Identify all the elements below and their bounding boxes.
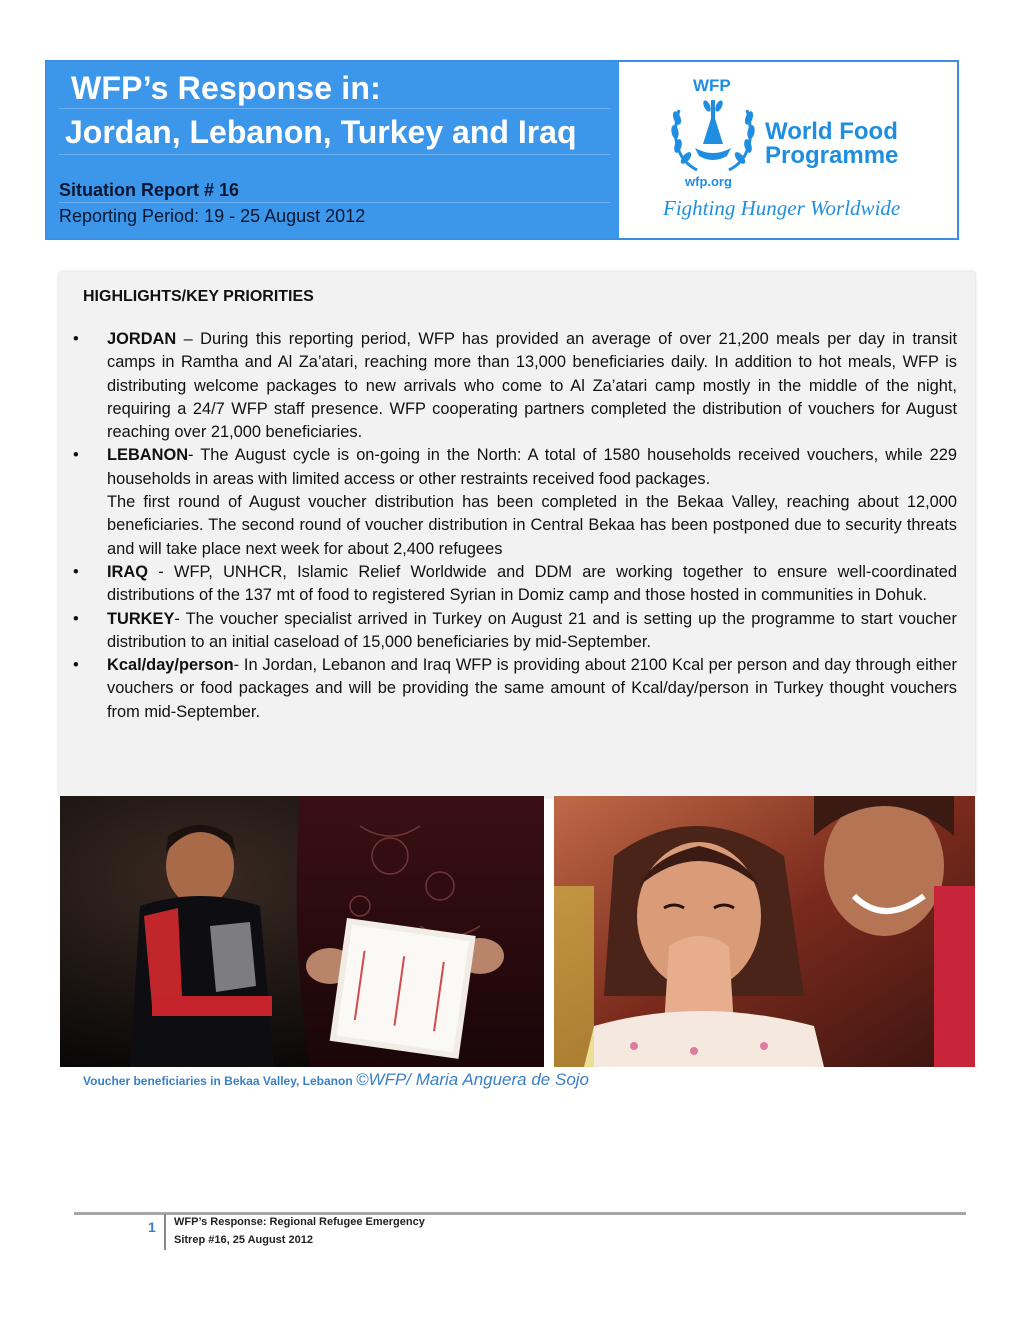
- item-text: - In Jordan, Lebanon and Iraq WFP is providing about 2100 Kcal per person and day through either vouchers or food packages and will be providing the same amount of Kcal/day/person in Turkey thought vouchers from mid-September.: [107, 656, 957, 721]
- title-divider: [59, 202, 611, 203]
- bullet-icon: •: [73, 330, 79, 348]
- item-label: IRAQ: [107, 562, 148, 581]
- item-text: - WFP, UNHCR, Islamic Relief Worldwide and DDM are working together to ensure well-coordinated distributions of the 137 mt of food to registered Syrian in Domiz camp and those hosted in communities in Dohuk.: [107, 562, 957, 605]
- header-title-panel: [47, 62, 619, 238]
- title-divider: [59, 154, 611, 155]
- photo-voucher-beneficiaries: [60, 796, 544, 1067]
- item-label: JORDAN: [107, 330, 177, 348]
- highlights-list: [73, 328, 957, 724]
- footer-sitrep-date: Sitrep #16, 25 August 2012: [174, 1234, 313, 1246]
- wfp-abbreviation: WFP: [693, 76, 731, 95]
- wfp-logo-block: [621, 62, 957, 238]
- wfp-name-line2: Programme: [765, 142, 899, 169]
- bullet-icon: •: [73, 446, 79, 465]
- title-divider: [59, 108, 611, 109]
- photo-illustration: [60, 796, 544, 1067]
- situation-report-number: Situation Report # 16: [59, 180, 240, 200]
- item-text: – During this reporting period, WFP has provided an average of over 21,200 meals per day in transit camps in Ramtha and Al Za’atari, reaching more than 13,000 beneficiaries daily. In addition to hot meals, WFP is distributing welcome packages to new arrivals who come to Al Za’atari camp mostly in the middle of the night, requiring a 24/7 WFP staff presence. WFP cooperating partners completed the distribution of vouchers for August reaching over 21,000 beneficiaries.: [107, 330, 957, 442]
- wfp-emblem-icon: [667, 92, 759, 176]
- item-text: - The August cycle is on-going in the North: A total of 1580 households received vouchers, while 229 households in areas with limited access or other restraints received food packages.: [107, 446, 957, 488]
- page-number: 1: [148, 1219, 156, 1235]
- wfp-name-line1: World Food: [765, 118, 898, 145]
- wfp-organization-name: [765, 120, 898, 168]
- item-label: TURKEY: [107, 609, 175, 628]
- item-text: - The voucher specialist arrived in Turkey on August 21 and is setting up the programme to start voucher distribution to an initial caseload of 15,000 beneficiaries by mid-September.: [107, 609, 957, 651]
- footer-title: WFP’s Response: Regional Refugee Emergency: [174, 1216, 425, 1228]
- list-item: [73, 328, 957, 444]
- report-header: [45, 60, 959, 240]
- bullet-icon: •: [73, 656, 79, 675]
- photo-smiling-children: [554, 796, 975, 1067]
- list-item: [73, 444, 957, 560]
- list-item: [73, 561, 957, 608]
- photo-credit: ©WFP/ Maria Anguera de Sojo: [356, 1070, 590, 1089]
- report-title-line1: WFP’s Response in:: [71, 70, 382, 106]
- reporting-period: Reporting Period: 19 - 25 August 2012: [59, 206, 366, 226]
- wfp-tagline: Fighting Hunger Worldwide: [663, 196, 901, 220]
- item-label: Kcal/day/person: [107, 656, 234, 675]
- footer-divider: [74, 1212, 966, 1215]
- item-label: LEBANON: [107, 446, 189, 465]
- photo-caption: [83, 1070, 589, 1090]
- highlights-heading: HIGHLIGHTS/KEY PRIORITIES: [83, 288, 314, 305]
- list-item: [73, 654, 957, 724]
- highlights-panel: [59, 272, 975, 797]
- caption-text: Voucher beneficiaries in Bekaa Valley, Lebanon: [83, 1074, 353, 1088]
- wfp-url: wfp.org: [685, 174, 732, 189]
- report-title-line2: Jordan, Lebanon, Turkey and Iraq: [65, 114, 577, 150]
- photo-illustration: [554, 796, 975, 1067]
- footer-separator: [164, 1214, 166, 1250]
- bullet-icon: •: [73, 562, 79, 581]
- list-item: [73, 608, 957, 655]
- bullet-icon: •: [73, 609, 79, 628]
- item-text-continued: The first round of August voucher distribution has been completed in the Bekaa Valley, reaching about 12,000 beneficiaries. The second round of voucher distribution in Central Bekaa has been postponed due to security threats and will take place next week for about 2,400 refugees: [107, 493, 957, 558]
